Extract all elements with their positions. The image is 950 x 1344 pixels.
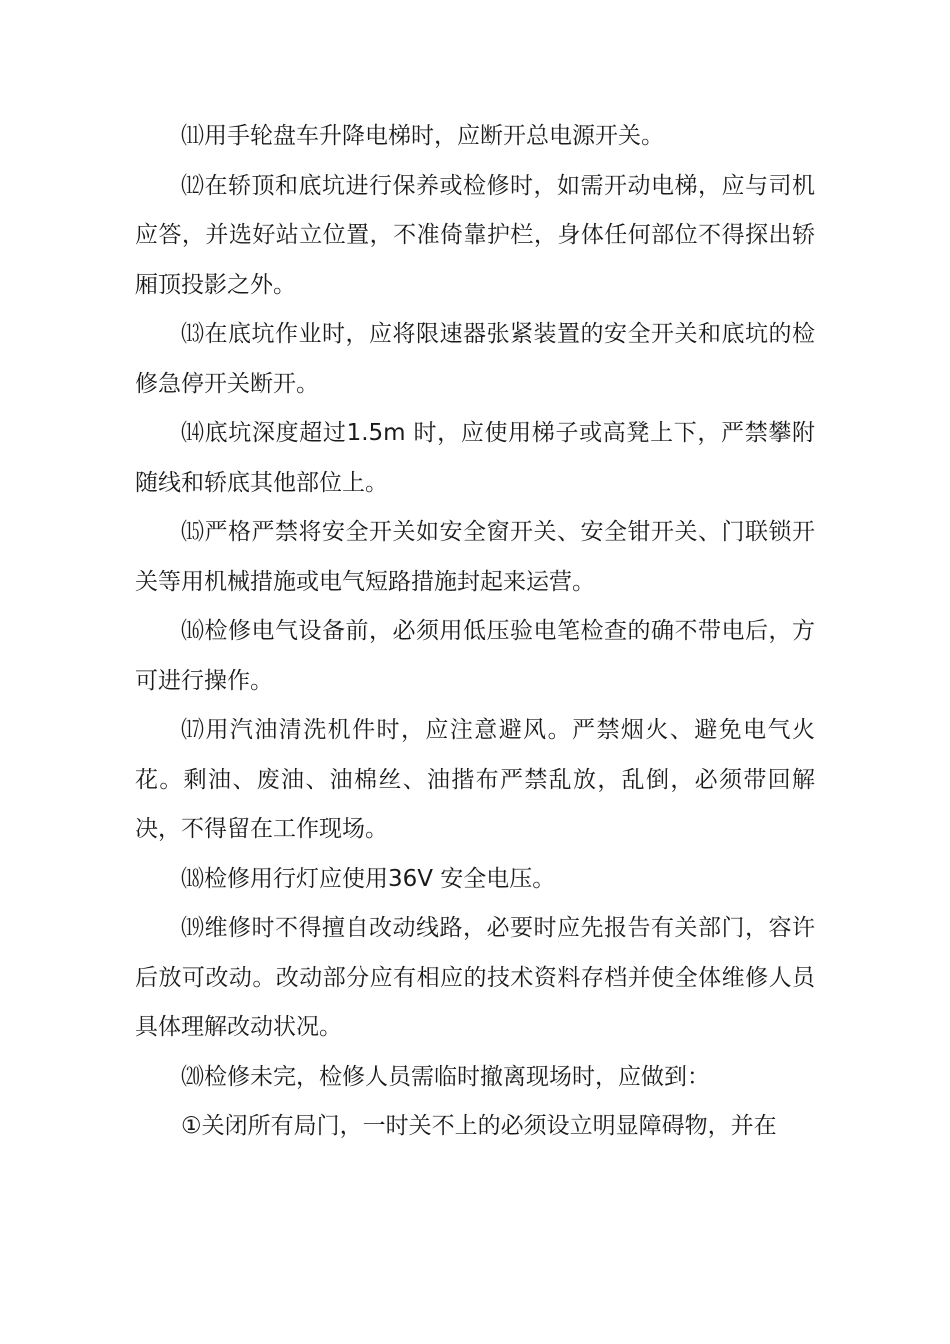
paragraph-item-15: ⒂严格严禁将安全开关如安全窗开关、安全钳开关、门联锁开关等用机械措施或电气短路措施封起来运营。 — [135, 519, 815, 595]
paragraph-item-14: ⒁底坑深度超过1.5m 时，应使用梯子或高凳上下，严禁攀附随线和轿底其他部位上。 — [135, 420, 815, 496]
document-body — [135, 112, 815, 1152]
paragraph-item-16: ⒃检修电气设备前，必须用低压验电笔检查的确不带电后，方可进行操作。 — [135, 618, 815, 694]
paragraph-item-13: ⒀在底坑作业时，应将限速器张紧装置的安全开关和底坑的检修急停开关断开。 — [135, 321, 815, 397]
paragraph-item-18: ⒅检修用行灯应使用36V 安全电压。 — [181, 865, 556, 892]
paragraph-item-19: ⒆维修时不得擅自改动线路，必要时应先报告有关部门，容许后放可改动。改动部分应有相应的技术资料存档并使全体维修人员具体理解改动状况。 — [135, 915, 815, 1040]
paragraph-item-12: ⑿在轿顶和底坑进行保养或检修时，如需开动电梯，应与司机应答，并选好站立位置，不准倚靠护栏，身体任何部位不得探出轿厢顶投影之外。 — [135, 172, 815, 298]
paragraph-subitem-1: ①关闭所有局门，一时关不上的必须设立明显障碍物，并在 — [181, 1113, 777, 1139]
paragraph-item-20: ⒇检修未完，检修人员需临时撤离现场时，应做到： — [181, 1063, 710, 1090]
paragraph-item-11: ⑾用手轮盘车升降电梯时，应断开总电源开关。 — [181, 123, 664, 149]
paragraph-item-17: ⒄用汽油清洗机件时，应注意避风。严禁烟火、避免电气火花。剩油、废油、油棉丝、油揩布严禁乱放，乱倒，必须带回解决，不得留在工作现场。 — [135, 717, 815, 842]
